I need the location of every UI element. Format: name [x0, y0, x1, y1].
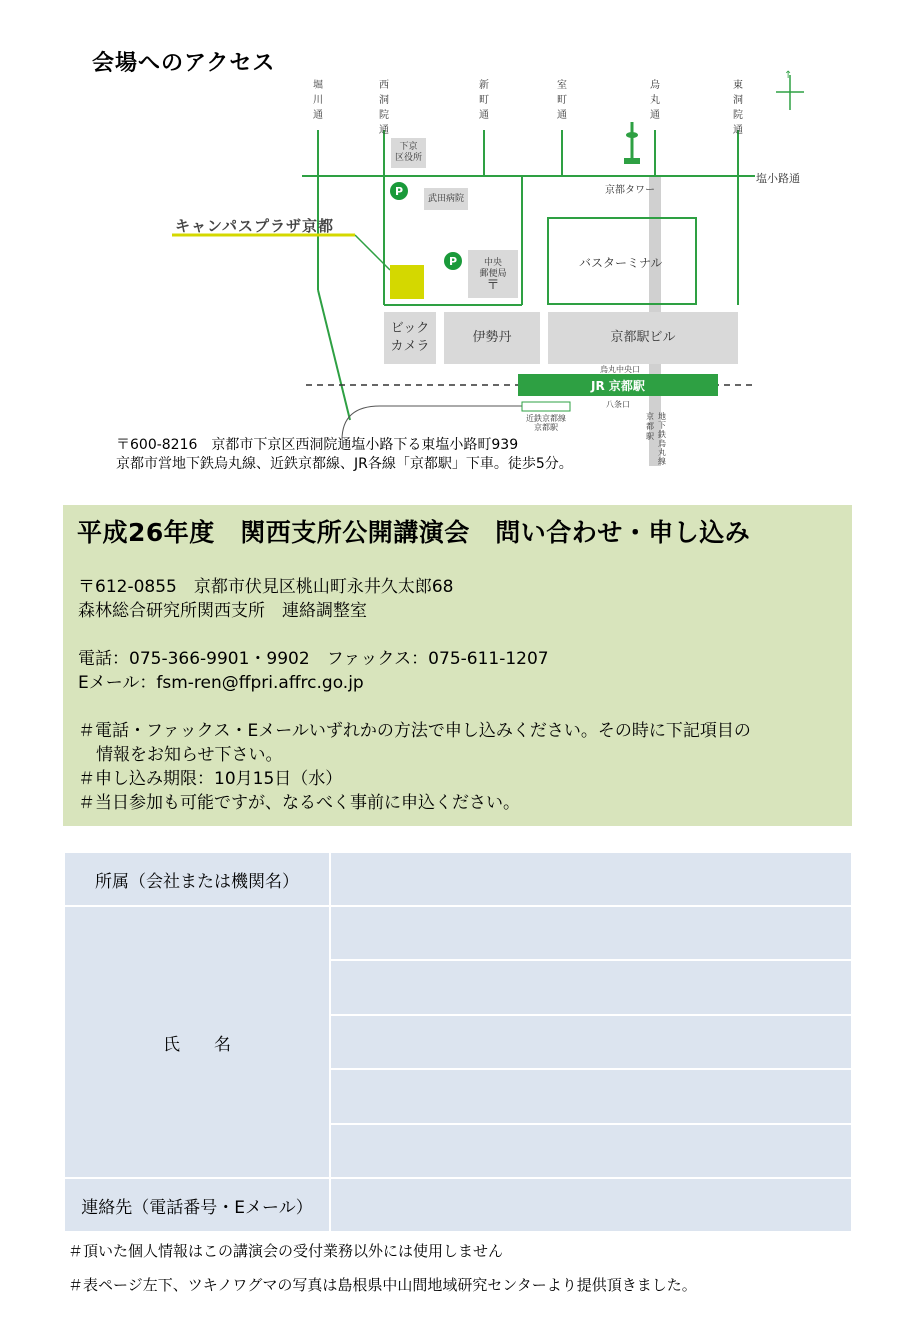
- street-karasuma: 烏丸通: [650, 80, 660, 121]
- map-lines: [0, 0, 915, 480]
- kyoto-tower-icon: [624, 122, 640, 164]
- name-field[interactable]: [331, 1070, 851, 1124]
- street-shinmachi: 新町通: [479, 80, 489, 121]
- name-field[interactable]: [331, 1016, 851, 1070]
- street-horikawa: 堀川通: [313, 80, 323, 121]
- name-fields: [331, 907, 851, 1177]
- inquiry-email: Eメール：fsm-ren@ffpri.affrc.go.jp: [78, 673, 364, 693]
- subway-station: 京都駅: [646, 412, 654, 441]
- isetan: 伊勢丹: [444, 312, 540, 364]
- bus-terminal: バスターミナル: [579, 256, 663, 270]
- photo-credit-note: ＃表ページ左下、ツキノワグマの写真は島根県中山間地域研究センターより提供頂きました。: [68, 1276, 697, 1294]
- inquiry-box: [63, 505, 852, 826]
- shimogyo-office: 下京 区役所: [391, 138, 426, 168]
- access-map: [0, 0, 915, 480]
- street-muromachi: 室町通: [557, 80, 567, 121]
- post-office: [468, 250, 518, 298]
- inquiry-body: [78, 575, 751, 815]
- access-title: 会場へのアクセス: [92, 51, 276, 76]
- name-field[interactable]: [331, 1125, 851, 1177]
- inquiry-org: 森林総合研究所関西支所 連絡調整室: [78, 601, 367, 621]
- contact-label: 連絡先（電話番号・Eメール）: [65, 1179, 331, 1231]
- inquiry-phone: 電話：075-366-9901・9902 ファックス：075-611-1207: [78, 649, 549, 669]
- subway-line: 地下鉄烏丸線: [658, 412, 666, 466]
- street-higashinotoin: 東洞院通: [733, 80, 743, 136]
- contact-field[interactable]: [331, 1179, 851, 1231]
- bic-camera: ビック カメラ: [384, 312, 436, 364]
- venue-label: キャンパスプラザ京都: [175, 217, 334, 235]
- contact-row: [65, 1177, 851, 1231]
- name-field[interactable]: [331, 907, 851, 961]
- address-line-2: 京都市営地下鉄烏丸線、近鉄京都線、JR各線「京都駅」下車。徒歩5分。: [116, 456, 573, 472]
- post-office-label: 中央 郵便局: [479, 257, 507, 279]
- venue-marker: [390, 265, 424, 299]
- kintetsu-station: 近鉄京都線 京都駅: [526, 414, 566, 432]
- jr-kyoto-station: JR 京都駅: [518, 374, 718, 396]
- kyoto-tower-label: 京都タワー: [605, 185, 655, 196]
- name-field[interactable]: [331, 961, 851, 1015]
- karasuma-exit: 烏丸中央口: [600, 365, 640, 374]
- post-mark-icon: 〒: [486, 277, 500, 293]
- inquiry-note-sameday: ＃当日参加も可能ですが、なるべく事前に申込ください。: [78, 793, 520, 813]
- takeda-hospital: 武田病院: [424, 188, 468, 210]
- inquiry-title: 平成26年度 関西支所公開講演会 問い合わせ・申し込み: [77, 518, 751, 547]
- hachijo-exit: 八条口: [606, 400, 630, 409]
- street-nishinotoin: 西洞院通: [379, 80, 389, 136]
- parking-icon: P: [444, 252, 462, 270]
- compass-label: ↑: [784, 70, 793, 81]
- inquiry-note-method-cont: 情報をお知らせ下さい。: [96, 745, 283, 765]
- venue-address: [116, 436, 573, 474]
- parking-icon: P: [390, 182, 408, 200]
- registration-form: [65, 853, 851, 1231]
- inquiry-note-method: ＃電話・ファックス・Eメールいずれかの方法で申し込みください。その時に下記項目の: [78, 721, 751, 741]
- privacy-note: ＃頂いた個人情報はこの講演会の受付業務以外には使用しません: [68, 1242, 504, 1260]
- kyoto-station-building: 京都駅ビル: [548, 312, 738, 364]
- affiliation-field[interactable]: [331, 853, 851, 905]
- address-line-1: 〒600-8216 京都市下京区西洞院通塩小路下る東塩小路町939: [116, 437, 519, 453]
- name-label: 氏 名: [65, 907, 331, 1177]
- street-shiokoji: 塩小路通: [756, 172, 800, 185]
- affiliation-label: 所属（会社または機関名）: [65, 853, 331, 905]
- inquiry-postal: 〒612-0855 京都市伏見区桃山町永井久太郎68: [78, 577, 454, 597]
- inquiry-note-deadline: ＃申し込み期限：10月15日（水）: [78, 769, 343, 789]
- affiliation-row: [65, 853, 851, 905]
- name-row: [65, 905, 851, 1177]
